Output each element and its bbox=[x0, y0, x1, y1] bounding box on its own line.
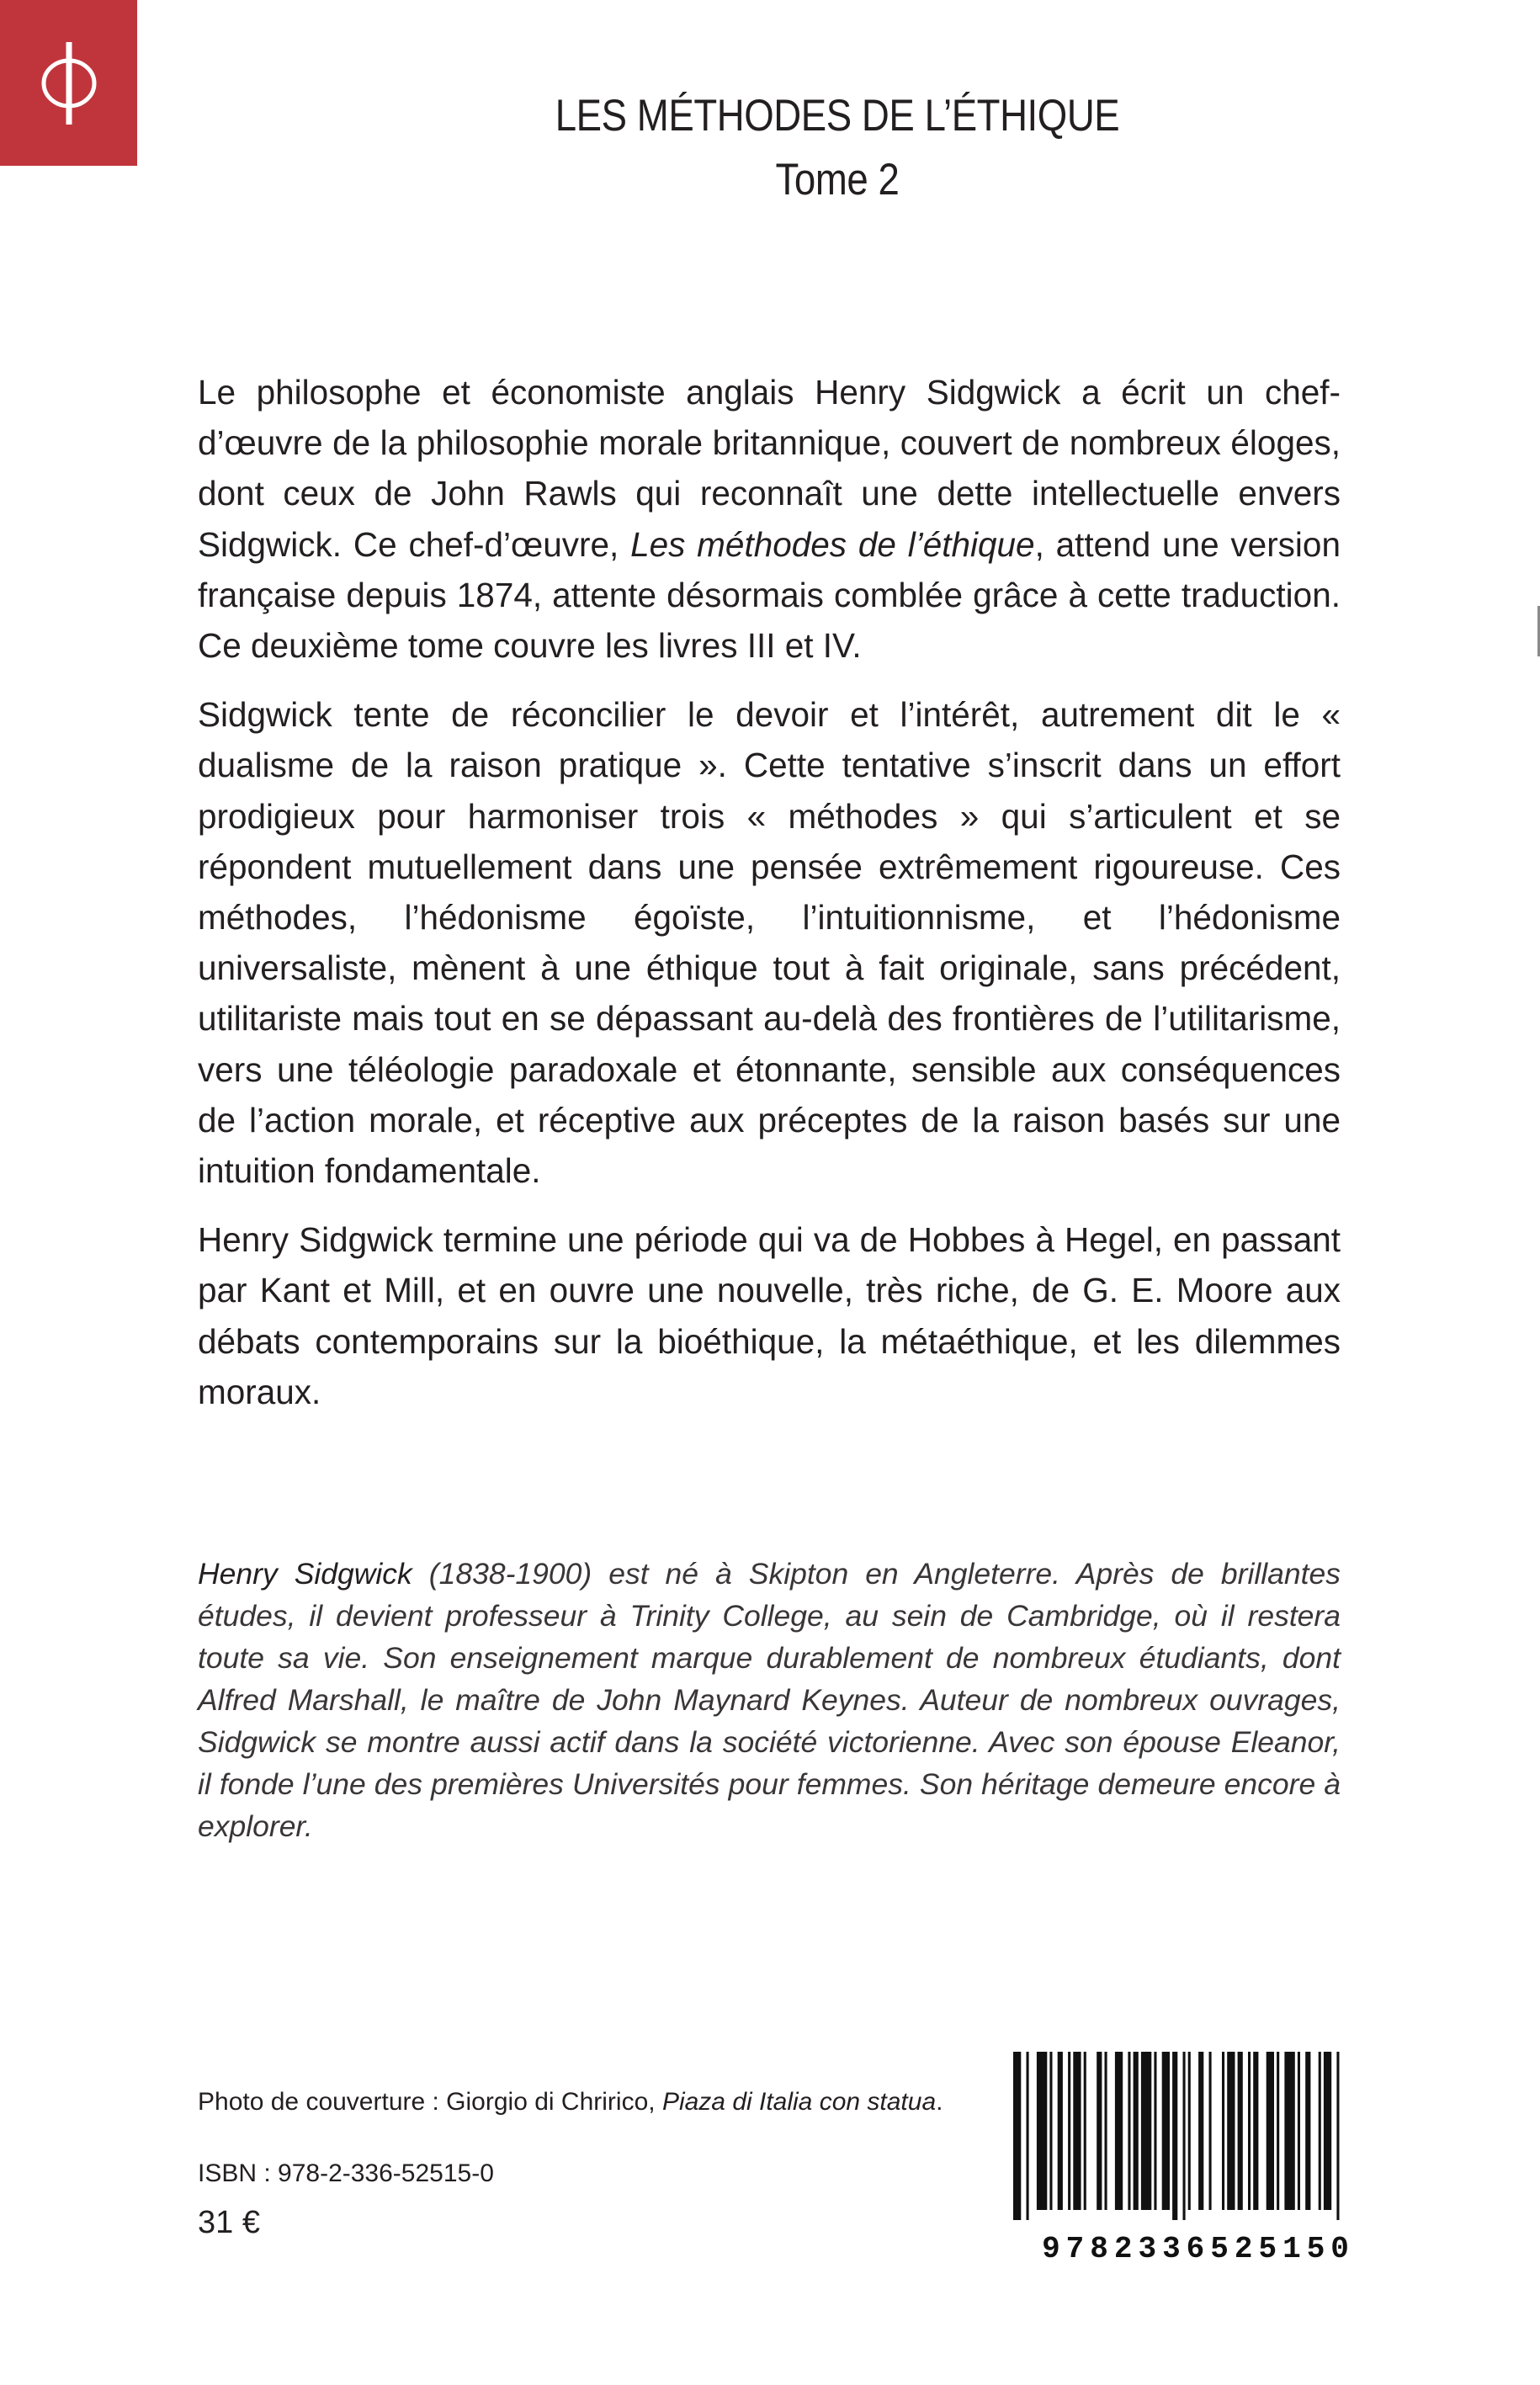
barcode-bar bbox=[1058, 2052, 1063, 2210]
barcode-bar bbox=[1253, 2052, 1258, 2210]
barcode-bar bbox=[1238, 2052, 1243, 2210]
summary-paragraph-3: Henry Sidgwick termine une période qui va de Hobbes à Hegel, en passant par Kant et Mill, et en ouvre une nouvelle, très riche, de G. E. Moore aux débats contemporains sur la bioéthique, la métaéthique, et les dilemmes moraux. bbox=[198, 1220, 1341, 1411]
summary bbox=[198, 367, 1341, 1436]
barcode-bar bbox=[1097, 2052, 1102, 2210]
barcode-bar bbox=[1172, 2052, 1177, 2220]
barcode-bar bbox=[1128, 2052, 1130, 2210]
barcode-digits: 9782336525150 bbox=[1042, 2232, 1355, 2265]
summary-paragraph-2: Sidgwick tente de réconcilier le devoir et l’intérêt, autrement dit le « dualisme de la raison pratique ». Cette tentative s’inscrit dans un effort prodigieux pour harmoniser trois « méthodes » qui s’articulent et se répondent mutuellement dans une pensée extrêmement rigoureuse. Ces méthodes, l’hédonisme égoïste, l’intuitionnisme, et l’hédonisme universaliste, mènent à une éthique tout à fait originale, sans précédent, utilitariste mais tout en se dépassant au-delà des frontières de l’utilitarisme, vers une téléologie paradoxale et étonnante, sensible aux conséquences de l’action morale, et réceptive aux préceptes de la raison basés sur une intuition fondamentale. bbox=[198, 695, 1341, 1191]
price: 31 € bbox=[198, 2205, 260, 2240]
barcode-bar bbox=[1267, 2052, 1274, 2210]
title-volume: Tome 2 bbox=[775, 155, 900, 205]
author-bio bbox=[198, 1553, 1341, 1847]
barcode-bar bbox=[1049, 2052, 1052, 2210]
barcode-bar bbox=[1305, 2052, 1310, 2210]
title-main: LES MÉTHODES DE L’ÉTHIQUE bbox=[555, 91, 1120, 141]
summary-paragraph-1: Le philosophe et économiste anglais Henry Sidgwick a écrit un chef-d’œuvre de la philosophie morale britannique, couvert de nombreux éloges, dont ceux de John Rawls qui reconnaît une dette intellectuelle envers Sidgwick. Ce chef-d’œuvre, Les méthodes de l’éthique, attend une version française depuis 1874, attente désormais comblée grâce à cette traduction. Ce deuxième tome couvre les livres III et IV. bbox=[198, 373, 1341, 666]
artwork-title: Piaza di Italia con statua bbox=[661, 2088, 937, 2116]
barcode-bar bbox=[1013, 2052, 1021, 2220]
barcode-bar bbox=[1183, 2052, 1186, 2220]
barcode-bar bbox=[1134, 2052, 1139, 2210]
barcode-bar bbox=[1162, 2052, 1170, 2210]
barcode-bar bbox=[1248, 2052, 1251, 2210]
publisher-logo bbox=[0, 0, 137, 166]
author-name: Henry Sidgwick bbox=[198, 1557, 412, 1591]
barcode-bar bbox=[1227, 2052, 1235, 2210]
barcode-bar bbox=[1188, 2052, 1191, 2210]
barcode-bar bbox=[1319, 2052, 1321, 2210]
barcode-bar bbox=[1277, 2052, 1279, 2210]
barcode-bar bbox=[1105, 2052, 1107, 2210]
author-bio-text: (1838-1900) est né à Skipton en Angleterre. Après de brillantes études, il devient professeur à Trinity College, au sein de Cambridge, où il restera toute sa vie. Son enseignement marque durablement de nombreux étudiants, dont Alfred Marshall, le maître de John Maynard Keynes. Auteur de nombreux ouvrages, Sidgwick se montre aussi actif dans la société victorienne. Avec son épouse Eleanor, il fonde l’une des premières Universités pour femmes. Son héritage demeure encore à explorer. bbox=[198, 1557, 1341, 1843]
barcode-bar bbox=[1336, 2052, 1339, 2220]
barcode-bar bbox=[1298, 2052, 1300, 2210]
barcode-bar bbox=[1115, 2052, 1123, 2210]
barcode-bar bbox=[1284, 2052, 1294, 2210]
cover-credit: Photo de couverture : Giorgio di Chririco, Piaza di Italia con statua. bbox=[198, 2088, 943, 2116]
barcode-bar bbox=[1084, 2052, 1086, 2210]
barcode-bar bbox=[1324, 2052, 1331, 2210]
book-title bbox=[505, 84, 1170, 212]
barcode-bar bbox=[1037, 2052, 1047, 2210]
barcode-bar bbox=[1068, 2052, 1070, 2210]
book-title-italic: Les méthodes de l’éthique bbox=[630, 524, 1035, 564]
barcode-graphic bbox=[1003, 2047, 1390, 2265]
barcode-bar bbox=[1209, 2052, 1212, 2210]
barcode-bar bbox=[1222, 2052, 1224, 2210]
phi-icon bbox=[35, 37, 103, 130]
isbn: ISBN : 978-2-336-52515-0 bbox=[198, 2159, 494, 2187]
barcode-bar bbox=[1154, 2052, 1156, 2210]
barcode-bar bbox=[1198, 2052, 1203, 2210]
barcode-bar bbox=[1027, 2052, 1029, 2220]
barcode-bar bbox=[1073, 2052, 1081, 2210]
barcode bbox=[1003, 2047, 1390, 2265]
barcode-bar bbox=[1141, 2052, 1151, 2210]
